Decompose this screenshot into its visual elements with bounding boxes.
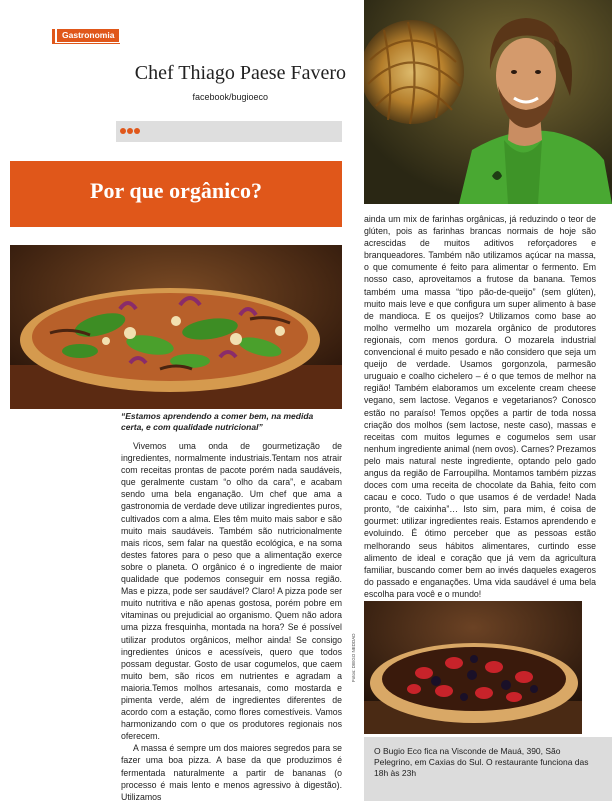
article-body-left xyxy=(121,440,342,801)
vegetable-pizza-photo xyxy=(10,245,342,409)
article-body-right xyxy=(364,213,596,600)
article-title: Por que orgânico? xyxy=(90,178,262,203)
paragraph: A massa é sempre um dos maiores segredos para se fazer uma boa pizza. A base da que produzimos é fermentada naturalmente a partir de bananas (o processo é mais lento e menos agressivo à digestão). Utilizamos xyxy=(121,743,342,801)
chef-name: Chef Thiago Paese Favero xyxy=(134,62,346,84)
paragraph: Vivemos uma onda de gourmetização de ingredientes, normalmente industriais.Tentam nos atrair com receitas prontas de pacote porém nada saudáveis, que geralmente custam “o olho da cara”, e acabam sendo uma bela enganação. Um chef que ama a gastronomia de verdade deve utilizar ingredientes puros, cultivados com a alma. Eles têm muito mais sabor e são muito mais saudáveis. Também são nutricionalmente mais ricos, sem falar na questão ecológica, e na soma destes fatores para o peso que a alimentação exerce sobre o planeta. O orgânico é o ingrediente de maior qualidade que podemos conseguir em nossa região. Mas e pizza, pode ser saudável? Claro! A pizza pode ser muito nutritiva e não apenas gostosa, porém pobre em vitaminas ou prejudicial ao organismo. Quem não adora uma pizza fresquinha, montada na hora? Se é possível utilizar produtos orgânicos, melhor ainda! Se consigo ingredientes únicos e acessíveis, quero que todos possam degustar. Gosto de usar cogumelos, que caem muito bem, são ricos em nutrientes e agradam a maioria.Temos molhos artesanais, como mostarda e pimenta verde, além de ingredientes diferentes de acordo com a estação, como flores comestíveis. Vamos harmonizando com o que os produtores regionais nos oferecem. xyxy=(121,441,342,742)
section-tag: Gastronomia xyxy=(57,29,119,42)
berry-pizza-photo xyxy=(364,601,582,734)
dot-icon xyxy=(134,128,140,134)
paragraph: ainda um mix de farinhas orgânicas, já reduzindo o teor de glúten, pois as farinhas brancas normais de hoje são acrescidas de muitos aditivos reforçadores e branqueadores. Também não utilizamos açúcar na massa, o que comumente é feito para alimentar o fermento. Em nosso caso, aproveitamos a frutose da banana. Temos também uma massa “tipo pão-de-queijo” (sem glúten), muito mais leve e que configura um super alimento à base de mandioca. E os queijos? Utilizamos como base ao molho vermelho um mozarela orgânico de produtores regionais, com menos gordura. O mozarela industrial convencional é muito pesado e não considero que seja um queijo de verdade. Usamos gorgonzola, parmesão uruguaio e coalho cichelero – é o que temos de melhor na região! Também elaboramos um excelente cream cheese vegano, sem lactose. Veganos e vegetarianos? Conosco estão no paraíso! Temos opções a partir de toda nossa criação dos molhos (sem lactose, neste caso), massas e receitas com muitos legumes e cogumelos sem usar nenhum ingrediente animal (nem ovos). Carnes? Prezamos pelo mais natural neste ingrediente, optando pelo gado angus da região de Farroupilha. Montamos também pizzas doces com uma receita de chocolate da Bahia, feito com cacau e coco. Tudo o que usamos é de verdade! Nada pronto, “de caixinha”… Isto sim, para mim, é coisa de gourmet: utilizar ingredientes reais. Estamos aprendendo e evoluindo. É ótimo perceber que as pessoas estão melhorando seus hábitos alimentares, curtindo esse alimento de ideal e coração que já vem da agricultura familiar, buscando comer bem ao invés daqueles exageros do passado e enganações. Uma vida saudável é uma bela escolha para você e o mundo! xyxy=(364,214,596,599)
social-handle: facebook/bugioeco xyxy=(192,92,268,102)
dot-icon xyxy=(127,128,133,134)
photo-credit-text: Fotos: DIEGO NEDDAD xyxy=(351,633,356,682)
chef-portrait-photo xyxy=(364,0,612,204)
section-tag-bar xyxy=(52,29,55,44)
dot-icon xyxy=(120,128,126,134)
section-tag-underline xyxy=(52,43,120,44)
pull-quote: “Estamos aprendendo a comer bem, na medida certa, e com qualidade nutricional” xyxy=(121,411,314,432)
photo-credit xyxy=(351,622,361,682)
decorative-dots-bar xyxy=(116,121,342,142)
restaurant-info: O Bugio Eco fica na Visconde de Mauá, 390, São Pelegrino, em Caxias do Sul. O restaurante funciona das 18h às 23h xyxy=(374,746,589,778)
